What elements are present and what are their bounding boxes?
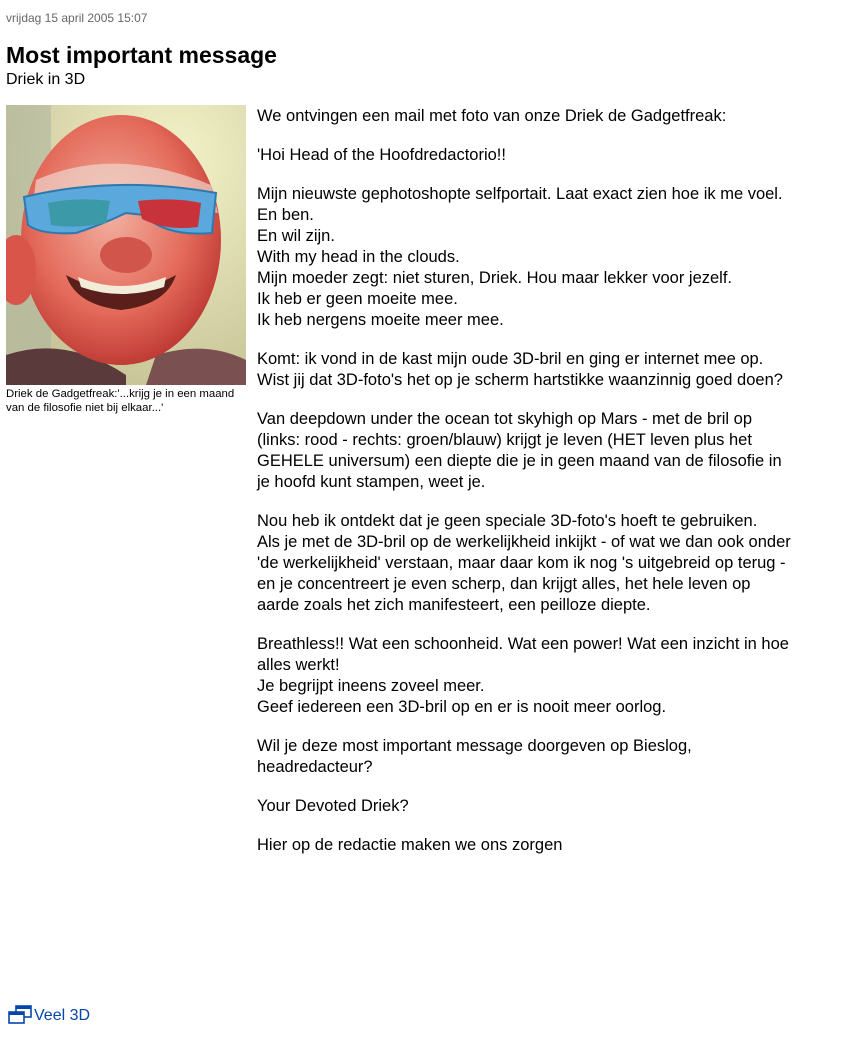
portrait-with-3d-glasses-icon xyxy=(6,105,246,385)
new-window-icon[interactable] xyxy=(8,1005,32,1025)
article-paragraph: Mijn nieuwste gephotoshopte selfportait. Laat exact zien hoe ik me voel. En ben. En wil zijn. With my head in the clouds. Mijn moeder zegt: niet sturen, Driek. Hou maar lekker voor jezelf. Ik heb er geen moeite mee. Ik heb nergens moeite meer mee. xyxy=(257,185,783,329)
article-paragraph: Hier op de redactie maken we ons zorgen xyxy=(257,836,563,854)
article-dateline: vrijdag 15 april 2005 15:07 xyxy=(6,11,148,25)
article-subtitle: Driek in 3D xyxy=(6,71,86,88)
article-paragraph: Komt: ik vond in de kast mijn oude 3D-bril en ging er internet mee op. Wist jij dat 3D-foto's het op je scherm hartstikke waanzinnig goed doen? xyxy=(257,350,783,389)
article-body xyxy=(257,106,797,874)
article-paragraph: Your Devoted Driek? xyxy=(257,797,409,815)
related-link-label[interactable]: Veel 3D xyxy=(34,1007,91,1024)
article-paragraph: We ontvingen een mail met foto van onze Driek de Gadgetfreak: xyxy=(257,107,727,125)
photo-caption: Driek de Gadgetfreak:'...krijg je in een maand van de filosofie niet bij elkaar...' xyxy=(6,388,235,414)
article-paragraph: Breathless!! Wat een schoonheid. Wat een power! Wat een inzicht in hoe alles werkt! Je begrijpt ineens zoveel meer. Geef iedereen een 3D-bril op en er is nooit meer oorlog. xyxy=(257,635,789,716)
article-paragraph: Wil je deze most important message doorgeven op Bieslog, headredacteur? xyxy=(257,737,692,776)
article-paragraph: Nou heb ik ontdekt dat je geen speciale 3D-foto's hoeft te gebruiken. Als je met de 3D-bril op de werkelijkheid inkijkt - of wat we dan ook onder 'de werkelijkheid' verstaan, maar daar kom ik nog 's uitgebreid op terug - en je concentreert je even scherp, dan krijgt alles, het hele leven op aarde zoals het zich manifesteert, een peilloze diepte. xyxy=(257,512,791,614)
related-link[interactable] xyxy=(8,1005,90,1025)
article-paragraph: Van deepdown under the ocean tot skyhigh op Mars - met de bril op (links: rood - rechts: groen/blauw) krijgt je leven (HET leven plus het GEHELE universum) een diepte die je in geen maand van de filosofie in je hoofd kunt stampen, weet je. xyxy=(257,410,782,491)
article-paragraph: 'Hoi Head of the Hoofdredactorio!! xyxy=(257,146,506,164)
article-title: Most important message xyxy=(6,42,277,68)
article-photo xyxy=(6,105,246,385)
